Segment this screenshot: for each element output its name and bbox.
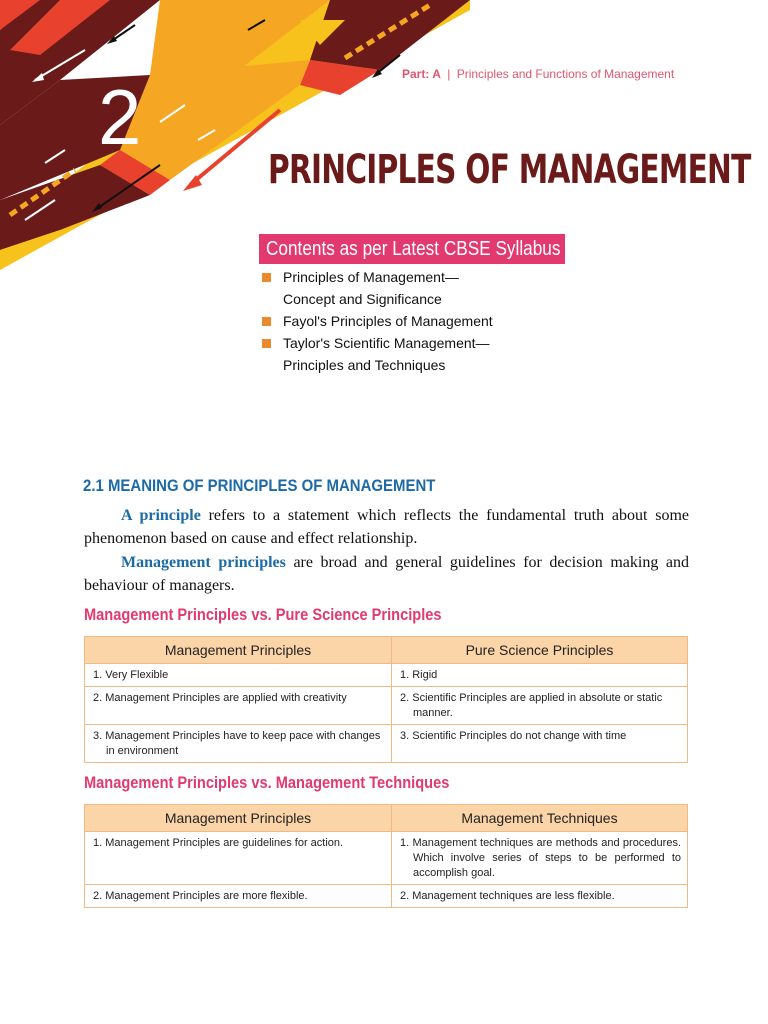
table-row xyxy=(85,832,688,885)
chapter-banner-graphic xyxy=(0,0,470,270)
table-cell: 3. Management Principles have to keep pace with changes in environment xyxy=(85,725,392,763)
table-cell: 3. Scientific Principles do not change with time xyxy=(392,725,688,763)
column-header: Pure Science Principles xyxy=(392,637,688,664)
table-cell: 2. Management Principles are more flexible. xyxy=(85,885,392,908)
paragraph-text: are broad and general guidelines for decision making and behaviour of managers. xyxy=(84,554,689,594)
contents-item-line: Fayol's Principles of Management xyxy=(283,313,493,329)
paragraph-management-principles xyxy=(84,551,689,597)
table-cell: 2. Management techniques are less flexible. xyxy=(392,885,688,908)
paragraph-principle xyxy=(84,504,689,550)
contents-list xyxy=(262,266,493,376)
column-header: Management Principles xyxy=(85,637,392,664)
contents-item xyxy=(262,332,493,376)
contents-item xyxy=(262,266,493,310)
contents-item-line: Concept and Significance xyxy=(283,291,442,307)
contents-heading xyxy=(259,234,565,264)
part-label: Part: A xyxy=(402,67,441,81)
table-row xyxy=(85,687,688,725)
chapter-title: PRINCIPLES OF MANAGEMENT xyxy=(268,147,751,193)
column-header: Management Techniques xyxy=(392,805,688,832)
bullet-square-icon xyxy=(262,339,271,348)
table-cell: 2. Management Principles are applied with creativity xyxy=(85,687,392,725)
table-row xyxy=(85,664,688,687)
contents-item xyxy=(262,310,493,332)
table-header-row xyxy=(85,637,688,664)
contents-item-line: Principles and Techniques xyxy=(283,357,446,373)
table2-heading: Management Principles vs. Management Techniques xyxy=(84,773,450,792)
paragraph-text: refers to a statement which reflects the fundamental truth about some phenomenon based on cause and effect relationship. xyxy=(84,507,689,547)
table-cell: 1. Rigid xyxy=(392,664,688,687)
table-row xyxy=(85,725,688,763)
column-header: Management Principles xyxy=(85,805,392,832)
table-cell: 1. Management Principles are guidelines for action. xyxy=(85,832,392,885)
table-cell: 1. Very Flexible xyxy=(85,664,392,687)
contents-item-line: Principles of Management— xyxy=(283,269,459,285)
chapter-number: 2 xyxy=(98,73,142,161)
part-header xyxy=(402,67,674,81)
table-header-row xyxy=(85,805,688,832)
table-row xyxy=(85,885,688,908)
part-title: Principles and Functions of Management xyxy=(456,67,675,81)
table-principles-vs-techniques xyxy=(84,804,688,908)
contents-item-line: Taylor's Scientific Management— xyxy=(283,335,490,351)
contents-heading-text: Contents as per Latest CBSE Syllabus xyxy=(266,238,561,260)
section-heading: 2.1 MEANING OF PRINCIPLES OF MANAGEMENT xyxy=(83,476,436,495)
term-management-principles: Management principles xyxy=(121,554,286,571)
table-cell: 2. Scientific Principles are applied in absolute or static manner. xyxy=(392,687,688,725)
term-principle: A principle xyxy=(121,507,201,524)
part-separator: | xyxy=(447,67,451,81)
table-cell: 1. Management techniques are methods and procedures. Which involve series of steps to be performed to accomplish goal. xyxy=(392,832,688,885)
table-principles-vs-science xyxy=(84,636,688,763)
table1-heading: Management Principles vs. Pure Science Principles xyxy=(84,605,442,624)
bullet-square-icon xyxy=(262,273,271,282)
bullet-square-icon xyxy=(262,317,271,326)
